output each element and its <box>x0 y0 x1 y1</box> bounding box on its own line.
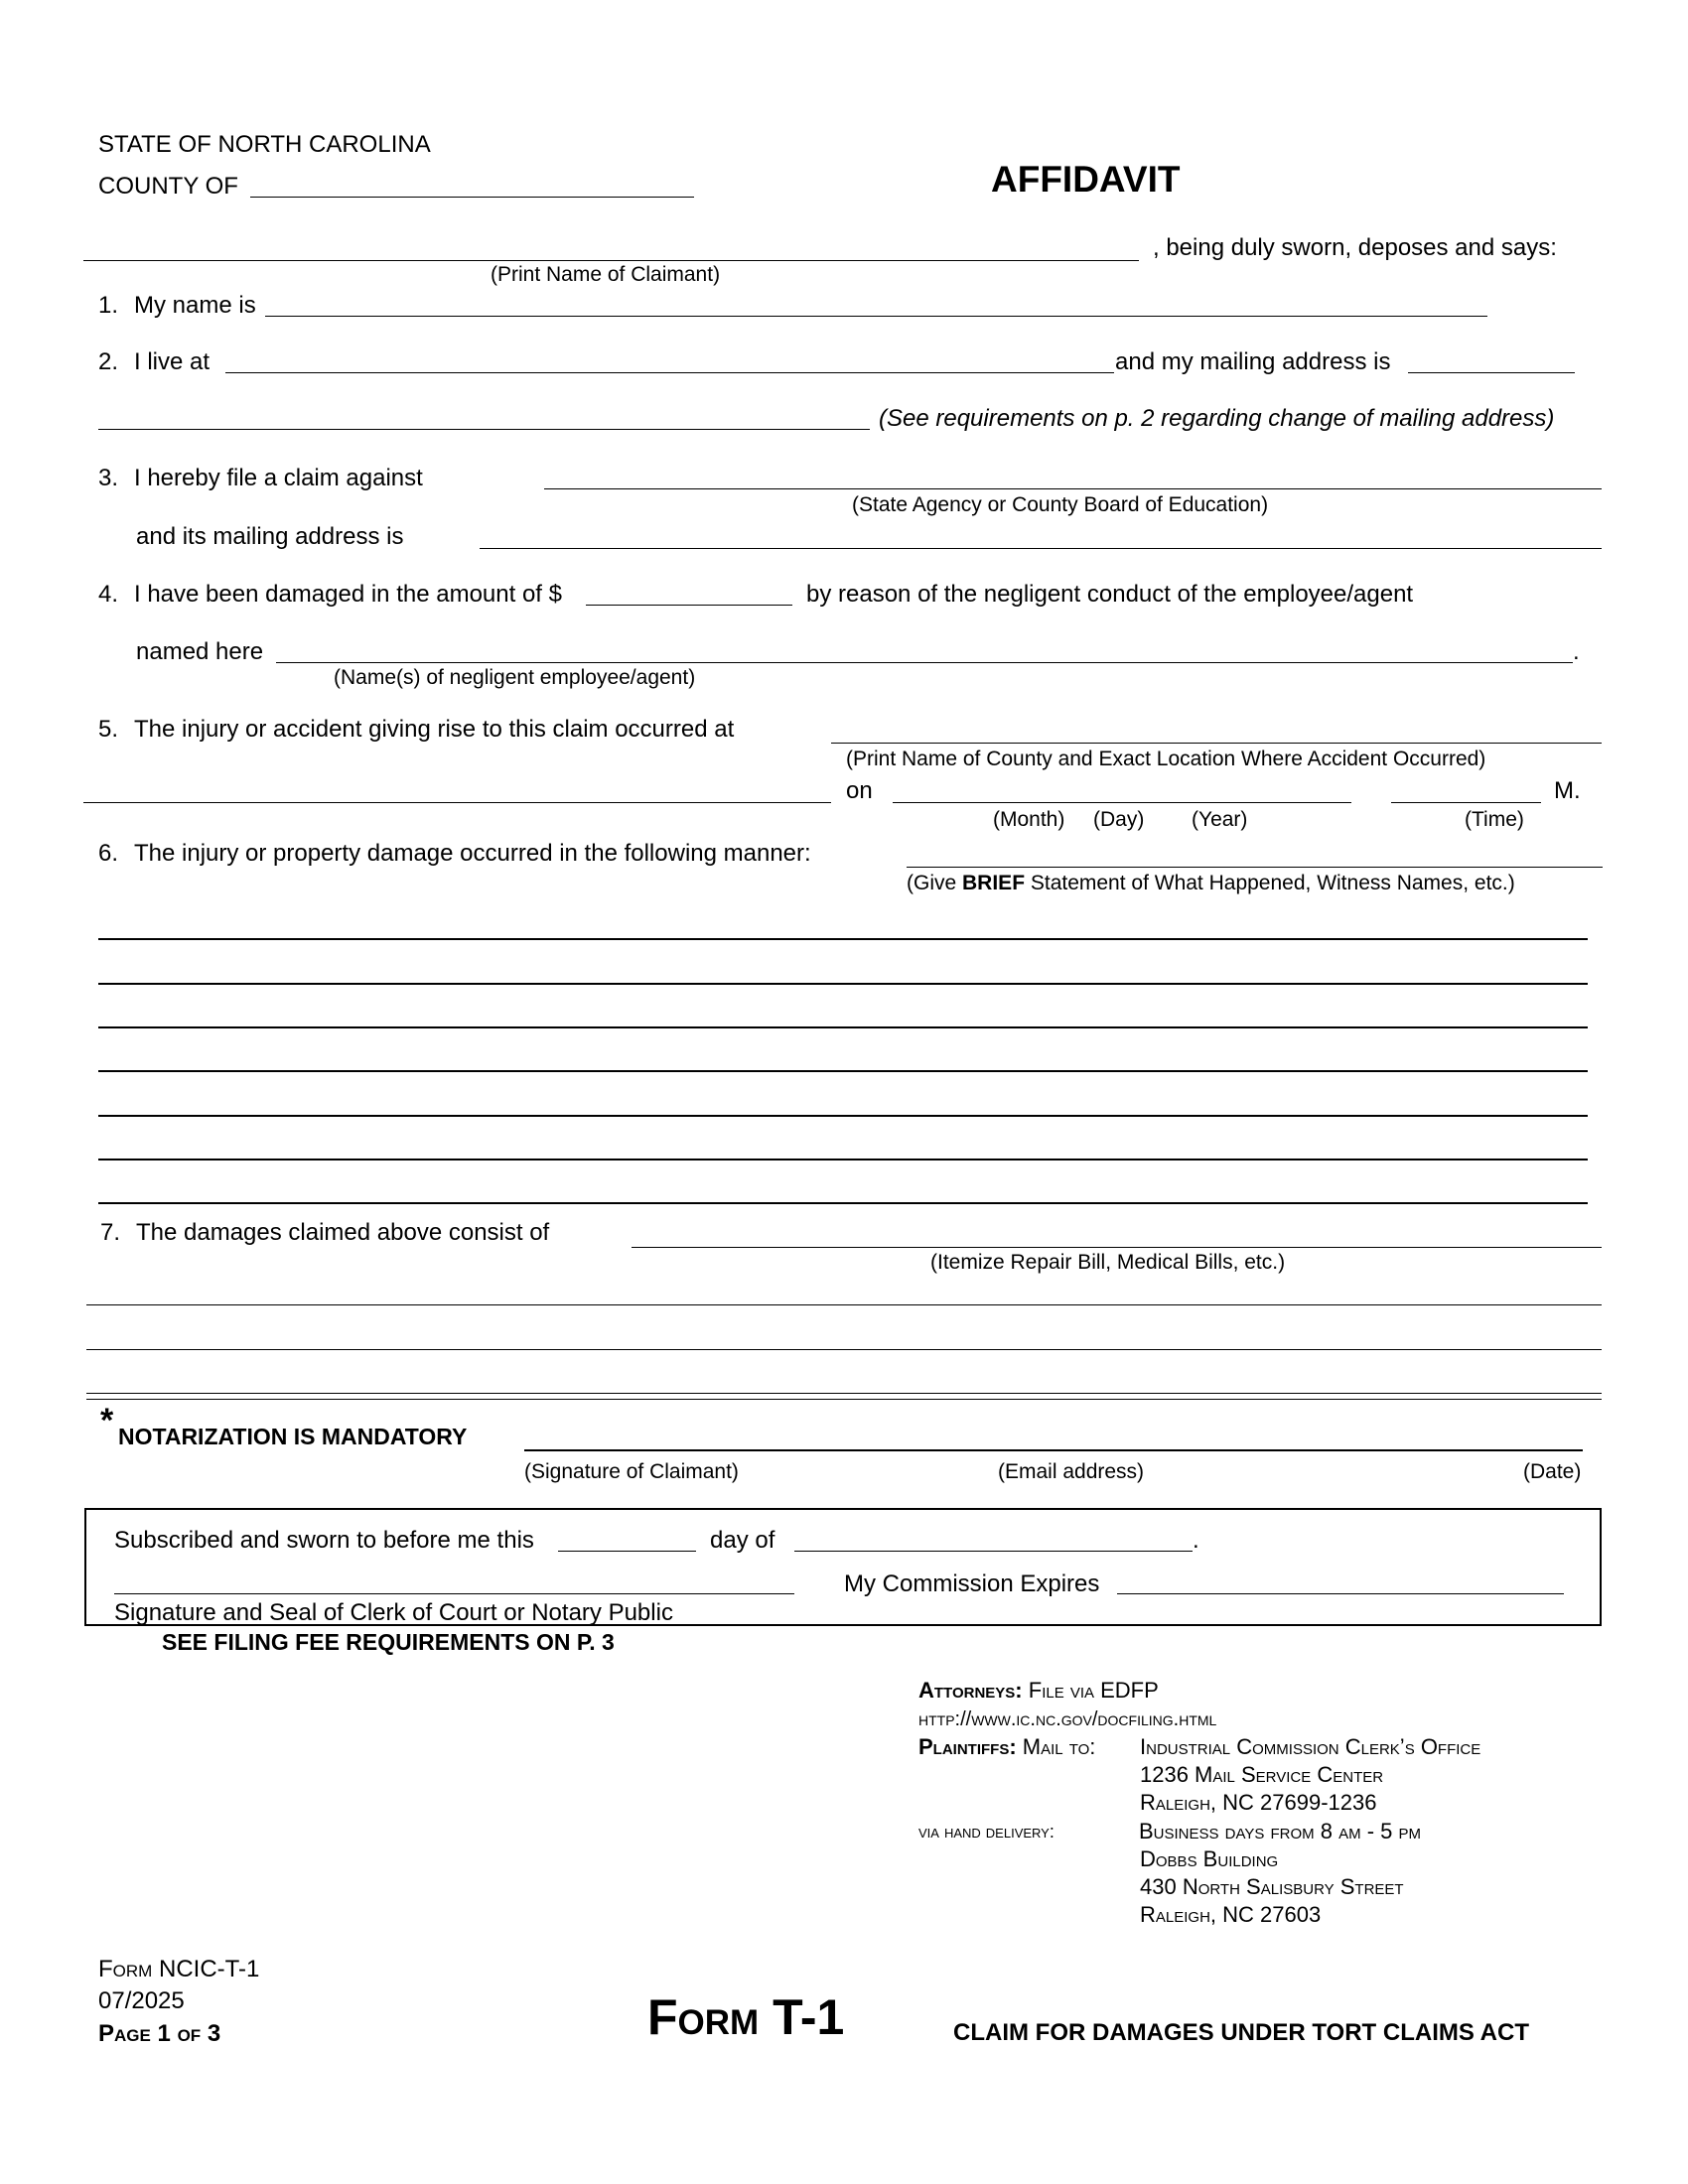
item-4-number: 4. <box>98 581 119 608</box>
attorneys-line <box>918 1680 1159 1702</box>
asterisk: * <box>100 1402 114 1439</box>
accident-date-field[interactable] <box>893 802 1351 803</box>
mail-to-label: Mail to: <box>1022 1734 1096 1759</box>
hand-delivery-label: via hand delivery: <box>918 1822 1055 1842</box>
email-caption: (Email address) <box>998 1460 1145 1483</box>
attorneys-text: File via EDFP <box>1028 1678 1159 1703</box>
manner-line-1[interactable] <box>98 938 1588 940</box>
street-city: Raleigh, NC 27603 <box>1140 1902 1322 1927</box>
form-word: Form <box>647 1989 760 2045</box>
plaintiffs-label: Plaintiffs: <box>918 1734 1017 1759</box>
accident-time-field[interactable] <box>1391 802 1541 803</box>
on-label: on <box>846 777 873 804</box>
filing-fee-note: SEE FILING FEE REQUIREMENTS ON P. 3 <box>162 1629 615 1655</box>
accident-location-field[interactable] <box>831 743 1602 744</box>
sworn-day-field[interactable] <box>558 1551 696 1552</box>
manner-line-6[interactable] <box>98 1159 1588 1160</box>
commission-expires-field[interactable] <box>1117 1593 1564 1594</box>
page-label: Page <box>98 2020 151 2047</box>
day-of-label: day of <box>710 1527 775 1554</box>
item-4-label: I have been damaged in the amount of $ <box>134 581 562 608</box>
item-7-label: The damages claimed above consist of <box>136 1219 550 1246</box>
negligent-conduct-text: by reason of the negligent conduct of the employee/agent <box>806 581 1414 608</box>
signature-caption: (Signature of Claimant) <box>524 1460 739 1483</box>
date-caption: (Date) <box>1523 1460 1582 1483</box>
item-7-number: 7. <box>100 1219 121 1246</box>
sworn-month-field[interactable] <box>794 1551 1193 1552</box>
agency-field[interactable] <box>544 488 1602 489</box>
damages-line-3[interactable] <box>86 1349 1602 1350</box>
year-caption: (Year) <box>1192 808 1248 831</box>
month-caption: (Month) <box>993 808 1065 831</box>
form-date: 07/2025 <box>98 1987 185 2014</box>
item-3-number: 3. <box>98 465 119 491</box>
affidavit-title: AFFIDAVIT <box>991 159 1181 200</box>
page-total: 3 <box>207 2020 221 2047</box>
meridiem-label: M. <box>1554 777 1581 804</box>
mailing-address-note: (See requirements on p. 2 regarding change of mailing address) <box>879 405 1555 432</box>
damages-caption: (Itemize Repair Bill, Medical Bills, etc.) <box>930 1251 1286 1274</box>
damages-field[interactable] <box>632 1247 1602 1248</box>
form-t1-title <box>647 1989 845 2045</box>
county-field[interactable] <box>250 197 694 198</box>
form-code: Form NCIC-T-1 <box>98 1956 260 1982</box>
item-2-label: I live at <box>134 348 211 375</box>
day-caption: (Day) <box>1093 808 1145 831</box>
accident-location-field-2[interactable] <box>83 802 831 803</box>
street-address: 430 North Salisbury Street <box>1140 1874 1404 1899</box>
manner-caption-pre: (Give <box>907 872 963 894</box>
page-of: of <box>177 2020 202 2047</box>
damage-amount-field[interactable] <box>586 605 792 606</box>
footer-title: CLAIM FOR DAMAGES UNDER TORT CLAIMS ACT <box>953 2019 1529 2046</box>
mailing-address-field-1[interactable] <box>1408 372 1575 373</box>
my-name-field[interactable] <box>265 316 1487 317</box>
item-6-label: The injury or property damage occurred in the following manner: <box>134 840 811 867</box>
sworn-period: . <box>1193 1527 1199 1554</box>
notary-signature-label: Signature and Seal of Clerk of Court or Notary Public <box>114 1599 673 1626</box>
item-6-number: 6. <box>98 840 119 867</box>
damages-line-4[interactable] <box>86 1393 1602 1394</box>
county-label: COUNTY OF <box>98 173 238 200</box>
item-2-number: 2. <box>98 348 119 375</box>
employee-name-field[interactable] <box>276 662 1573 663</box>
item-5-label: The injury or accident giving rise to this claim occurred at <box>134 716 735 743</box>
commission-label: My Commission Expires <box>844 1570 1100 1597</box>
notary-signature-field[interactable] <box>114 1593 794 1594</box>
manner-caption <box>907 873 1515 893</box>
mailing-address-label: and my mailing address is <box>1115 348 1391 375</box>
manner-line-4[interactable] <box>98 1070 1588 1072</box>
named-here-period: . <box>1573 638 1580 665</box>
agency-address-field[interactable] <box>480 548 1602 549</box>
claimant-name-caption: (Print Name of Claimant) <box>491 263 721 286</box>
manner-line-3[interactable] <box>98 1026 1588 1028</box>
residence-address-field[interactable] <box>225 372 1114 373</box>
plaintiffs-line <box>918 1736 1095 1758</box>
manner-field[interactable] <box>907 867 1603 868</box>
damages-line-2[interactable] <box>86 1304 1602 1305</box>
dobbs-building: Dobbs Building <box>1140 1846 1279 1871</box>
location-caption: (Print Name of County and Exact Location Where Accident Occurred) <box>846 748 1486 770</box>
employee-caption: (Name(s) of negligent employee/agent) <box>334 666 696 689</box>
form-code-big: T-1 <box>773 1989 845 2045</box>
damages-line-double <box>86 1399 1602 1400</box>
manner-caption-bold: BRIEF <box>962 872 1026 894</box>
page-number: 1 <box>157 2020 171 2047</box>
manner-line-7[interactable] <box>98 1202 1588 1204</box>
subscribed-text: Subscribed and sworn to before me this <box>114 1527 534 1554</box>
item-3-label: I hereby file a claim against <box>134 465 423 491</box>
manner-caption-post: Statement of What Happened, Witness Names, etc.) <box>1025 872 1515 894</box>
clerk-office: Industrial Commission Clerk’s Office <box>1140 1734 1481 1759</box>
item-1-number: 1. <box>98 292 119 319</box>
mailing-address-field-2[interactable] <box>98 429 870 430</box>
mail-city: Raleigh, NC 27699-1236 <box>1140 1790 1377 1815</box>
agency-caption: (State Agency or County Board of Education) <box>852 493 1269 516</box>
time-caption: (Time) <box>1465 808 1524 831</box>
notarization-label: NOTARIZATION IS MANDATORY <box>118 1424 468 1449</box>
page-indicator <box>98 2022 220 2046</box>
mail-service-center: 1236 Mail Service Center <box>1140 1762 1384 1787</box>
attorneys-label: Attorneys: <box>918 1678 1023 1703</box>
named-here-label: named here <box>136 638 264 665</box>
state-label: STATE OF NORTH CAROLINA <box>98 131 431 158</box>
sworn-text: , being duly sworn, deposes and says: <box>1153 234 1557 261</box>
business-hours: Business days from 8 am - 5 pm <box>1139 1819 1422 1843</box>
item-5-number: 5. <box>98 716 119 743</box>
agency-address-label: and its mailing address is <box>136 523 404 550</box>
docfiling-url[interactable]: http://www.ic.nc.gov/docfiling.html <box>918 1708 1217 1730</box>
item-1-label: My name is <box>134 292 256 319</box>
manner-line-5[interactable] <box>98 1115 1588 1117</box>
claimant-signature-field[interactable] <box>524 1449 1583 1451</box>
manner-line-2[interactable] <box>98 983 1588 985</box>
claimant-name-field[interactable] <box>83 260 1139 261</box>
